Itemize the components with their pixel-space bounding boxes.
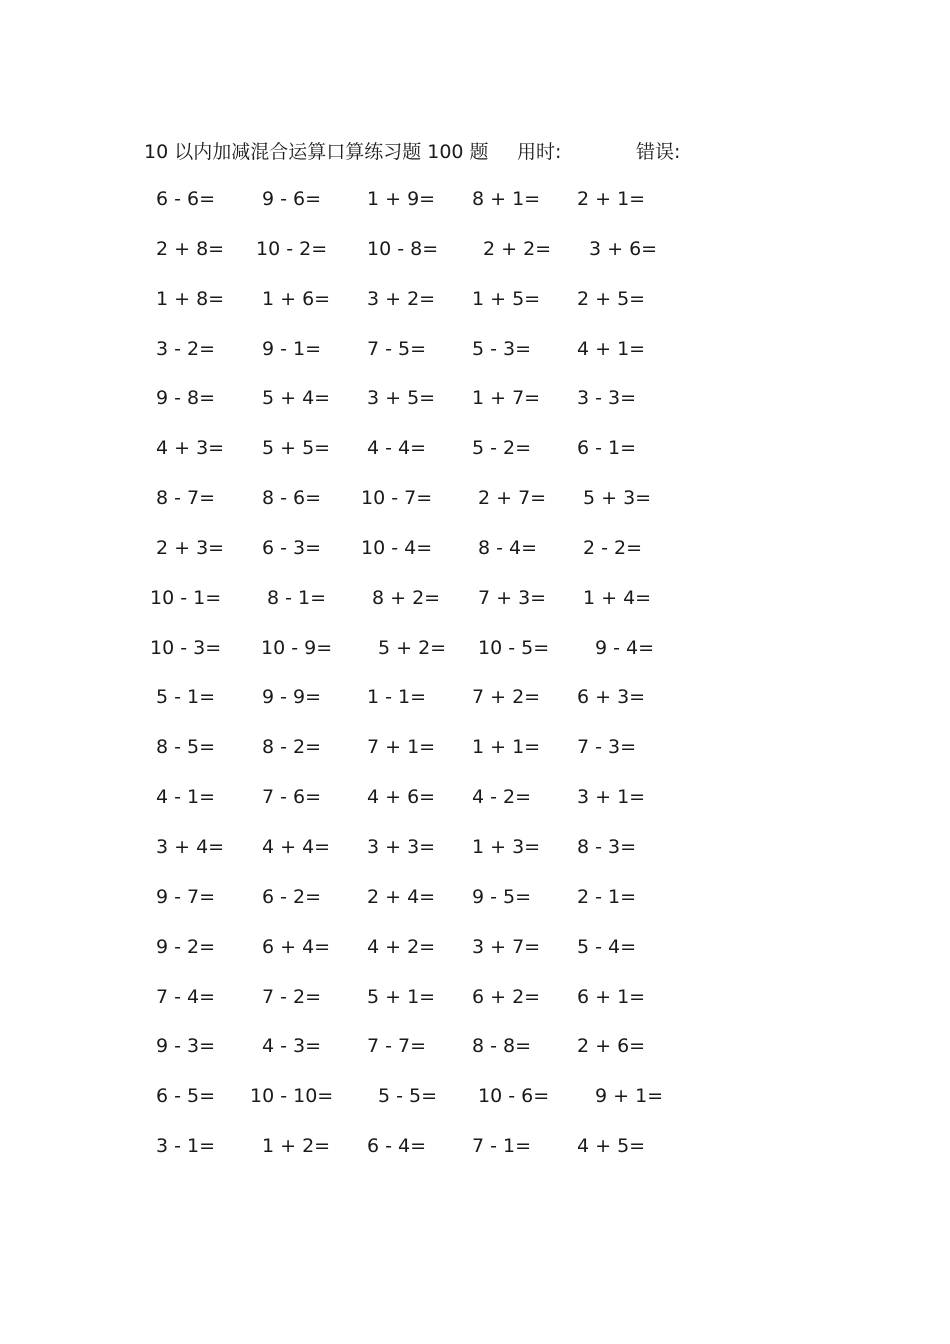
problem-item: 8 - 4= [478,536,538,559]
problem-item: 4 + 6= [367,786,436,809]
problem-item: 3 + 4= [156,835,225,858]
problem-grid [0,183,950,1180]
problem-item: 3 + 5= [367,387,436,410]
problem-item: 1 + 9= [367,188,436,210]
problem-item: 1 + 4= [583,586,652,609]
problem-item: 1 + 7= [472,387,541,410]
problem-item: 10 - 8= [367,237,439,260]
problem-item: 1 + 6= [262,287,331,310]
problem-item: 2 + 3= [156,536,225,559]
problem-item: 3 + 1= [577,786,646,809]
problem-item: 6 - 3= [262,536,322,559]
problem-item: 1 - 1= [367,686,427,709]
problem-item: 4 + 4= [262,835,331,858]
problem-item: 9 - 9= [262,686,322,709]
problem-item: 9 - 5= [472,885,532,908]
problem-item: 3 - 1= [156,1135,216,1158]
problem-item: 5 + 4= [262,387,331,410]
problem-item: 8 - 7= [156,487,216,510]
problem-item: 10 - 7= [361,487,433,510]
problem-item: 2 + 6= [577,1035,646,1058]
problem-item: 8 + 1= [472,188,541,210]
problem-item: 2 + 4= [367,885,436,908]
problem-item: 6 - 5= [156,1085,216,1108]
problem-item: 10 - 4= [361,536,433,559]
problem-item: 7 + 3= [478,586,547,609]
problem-item: 3 - 2= [156,337,216,360]
problem-item: 8 - 5= [156,736,216,759]
problem-item: 3 + 3= [367,835,436,858]
problem-item: 4 + 3= [156,437,225,460]
problem-row [0,781,950,831]
error-count-label: 错误: [636,141,681,163]
problem-row [0,532,950,582]
problem-item: 6 + 4= [262,935,331,958]
problem-row [0,482,950,532]
problem-item: 4 + 5= [577,1135,646,1158]
problem-item: 6 - 2= [262,885,322,908]
problem-item: 3 + 2= [367,287,436,310]
problem-item: 8 - 2= [262,736,322,759]
problem-item: 1 + 5= [472,287,541,310]
problem-item: 7 + 1= [367,736,436,759]
problem-item: 7 - 6= [262,786,322,809]
problem-row [0,632,950,682]
problem-item: 9 - 1= [262,337,322,360]
problem-item: 7 - 3= [577,736,637,759]
problem-row [0,382,950,432]
problem-row [0,582,950,632]
problem-row [0,831,950,881]
problem-item: 9 - 6= [262,188,322,210]
problem-row [0,881,950,931]
problem-item: 2 + 5= [577,287,646,310]
problem-item: 5 - 1= [156,686,216,709]
problem-item: 1 + 8= [156,287,225,310]
problem-row [0,432,950,482]
problem-item: 2 - 1= [577,885,637,908]
problem-row [0,233,950,283]
problem-item: 5 - 3= [472,337,532,360]
problem-item: 4 - 2= [472,786,532,809]
problem-item: 2 + 2= [483,237,552,260]
problem-item: 8 - 6= [262,487,322,510]
problem-item: 6 + 2= [472,985,541,1008]
problem-item: 5 - 5= [378,1085,438,1108]
problem-row [0,1130,950,1180]
problem-item: 9 - 2= [156,935,216,958]
problem-item: 8 - 3= [577,835,637,858]
problem-item: 9 - 3= [156,1035,216,1058]
problem-item: 5 - 2= [472,437,532,460]
problem-row [0,333,950,383]
problem-item: 9 - 4= [595,636,655,659]
problem-item: 3 + 7= [472,935,541,958]
problem-item: 4 - 1= [156,786,216,809]
problem-item: 2 + 1= [577,188,646,210]
problem-item: 1 + 3= [472,835,541,858]
problem-item: 7 - 2= [262,985,322,1008]
problem-row [0,681,950,731]
problem-item: 6 - 1= [577,437,637,460]
problem-item: 4 - 3= [262,1035,322,1058]
problem-item: 9 - 8= [156,387,216,410]
problem-item: 4 - 4= [367,437,427,460]
problem-item: 10 - 9= [261,636,333,659]
problem-item: 6 + 1= [577,985,646,1008]
problem-item: 8 - 8= [472,1035,532,1058]
problem-item: 6 + 3= [577,686,646,709]
problem-item: 10 - 3= [150,636,222,659]
problem-item: 5 + 3= [583,487,652,510]
problem-item: 7 + 2= [472,686,541,709]
problem-item: 6 - 6= [156,188,216,210]
problem-row [0,1080,950,1130]
problem-item: 10 - 2= [256,237,328,260]
problem-item: 1 + 1= [472,736,541,759]
problem-row [0,981,950,1031]
problem-item: 5 + 2= [378,636,447,659]
problem-item: 10 - 1= [150,586,222,609]
problem-row [0,283,950,333]
problem-item: 6 - 4= [367,1135,427,1158]
problem-item: 8 + 2= [372,586,441,609]
problem-row [0,1030,950,1080]
problem-item: 9 - 7= [156,885,216,908]
problem-item: 5 - 4= [577,935,637,958]
problem-item: 7 - 1= [472,1135,532,1158]
problem-item: 3 - 3= [577,387,637,410]
problem-row [0,731,950,781]
problem-item: 8 - 1= [267,586,327,609]
problem-item: 10 - 6= [478,1085,550,1108]
problem-row [0,183,950,233]
worksheet-title: 10 以内加减混合运算口算练习题 100 题 [144,141,489,163]
problem-item: 7 - 5= [367,337,427,360]
problem-item: 5 + 1= [367,985,436,1008]
time-used-label: 用时: [517,141,562,163]
problem-item: 10 - 5= [478,636,550,659]
problem-row [0,931,950,981]
problem-item: 7 - 7= [367,1035,427,1058]
problem-item: 2 + 7= [478,487,547,510]
problem-item: 10 - 10= [250,1085,334,1108]
problem-item: 4 + 2= [367,935,436,958]
problem-item: 5 + 5= [262,437,331,460]
problem-item: 2 - 2= [583,536,643,559]
worksheet-header [0,137,950,167]
problem-item: 1 + 2= [262,1135,331,1158]
problem-item: 4 + 1= [577,337,646,360]
problem-item: 9 + 1= [595,1085,664,1108]
problem-item: 3 + 6= [589,237,658,260]
problem-item: 2 + 8= [156,237,225,260]
problem-item: 7 - 4= [156,985,216,1008]
